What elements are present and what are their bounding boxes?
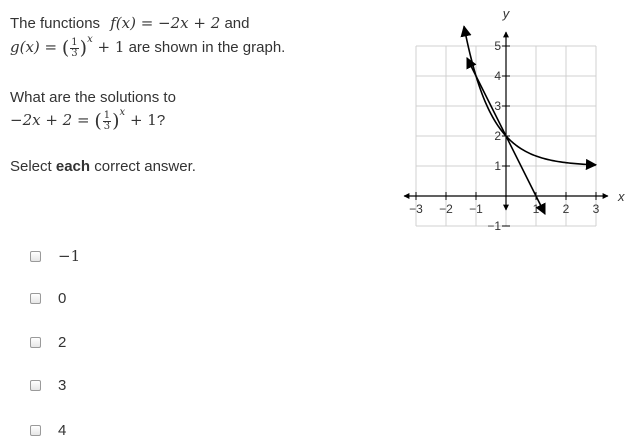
g-close-paren: )	[79, 37, 88, 59]
y-axis-label: y	[502, 6, 510, 21]
checkbox[interactable]	[30, 293, 41, 304]
choice-1[interactable]	[30, 247, 80, 265]
choice-2[interactable]	[30, 290, 66, 307]
choice-4[interactable]	[30, 377, 66, 394]
instruction-bold: each	[55, 158, 91, 175]
choice-5[interactable]	[30, 422, 66, 439]
checkbox[interactable]	[30, 425, 41, 436]
eq-exponent: x	[119, 106, 126, 118]
y-tick-label: −1	[487, 219, 501, 233]
equation-question-mark: ?	[156, 111, 166, 129]
instruction-post: correct answer.	[90, 158, 196, 175]
f-definition: f(x) = −2x + 2	[110, 14, 221, 32]
x-tick-label: 1	[532, 202, 540, 216]
question-line-2	[10, 33, 286, 59]
equation-tail: + 1	[125, 110, 157, 129]
choice-label: 0	[58, 290, 67, 307]
g-exponent: x	[87, 33, 93, 45]
eq-fraction: $\frac{1}{3}$	[103, 109, 111, 132]
y-tick-label: 5	[494, 39, 501, 53]
prompt-line-1: What are the solutions to	[10, 89, 176, 106]
equation-line	[10, 106, 166, 132]
equation-lhs: −2x + 2 =	[10, 110, 95, 129]
instruction	[10, 158, 196, 175]
x-tick-label: 3	[592, 202, 600, 216]
choice-label: −1	[58, 247, 81, 265]
eq-open-paren: (	[94, 110, 102, 132]
g-curve	[464, 26, 596, 165]
choice-label: 3	[58, 377, 67, 394]
question-line-1	[10, 14, 249, 32]
y-tick-label: 4	[494, 69, 501, 83]
intro-and: and	[224, 15, 250, 32]
x-tick-label: 2	[562, 202, 570, 216]
eq-close-paren: )	[112, 110, 120, 132]
g-tail: + 1	[92, 37, 125, 56]
g-fraction: $\frac{1}{3}$	[71, 36, 78, 59]
g-open-paren: (	[61, 37, 70, 59]
checkbox[interactable]	[30, 380, 41, 391]
y-tick-label: 3	[494, 99, 501, 113]
x-axis-label: x	[618, 189, 625, 204]
g-lhs: g(x) =	[10, 37, 62, 56]
choice-3[interactable]	[30, 334, 66, 351]
checkbox[interactable]	[30, 337, 41, 348]
y-tick-label: 2	[494, 129, 501, 143]
x-tick-label: −3	[409, 202, 423, 216]
intro-prefix: The functions	[10, 15, 101, 32]
instruction-pre: Select	[10, 158, 56, 175]
choice-label: 4	[58, 422, 67, 439]
function-graph	[390, 0, 630, 250]
y-tick-label: 1	[494, 159, 501, 173]
x-tick-label: −1	[469, 202, 483, 216]
choice-label: 2	[58, 334, 67, 351]
intro-suffix: are shown in the graph.	[128, 38, 286, 56]
x-tick-label: −2	[439, 202, 453, 216]
checkbox[interactable]	[30, 251, 41, 262]
